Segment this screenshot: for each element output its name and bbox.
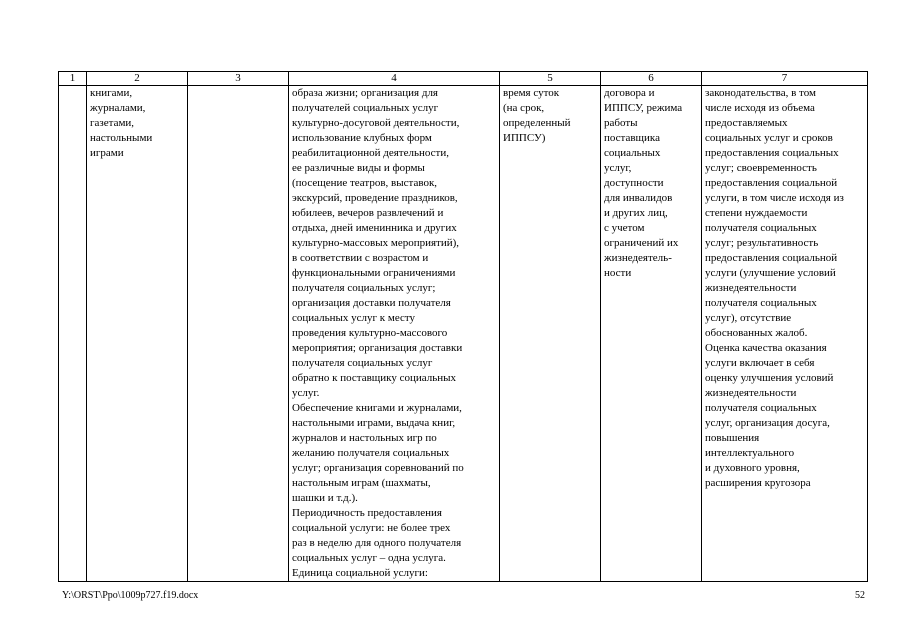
cell-service-time: время суток (на срок, определенный ИППСУ) xyxy=(500,86,601,582)
table-row xyxy=(59,86,868,582)
column-header-4: 4 xyxy=(289,72,500,86)
column-header-7: 7 xyxy=(702,72,868,86)
cell-service-name: книгами, журналами, газетами, настольными играми xyxy=(87,86,188,582)
footer-file-path: Y:\ORST\Ppo\1009p727.f19.docx xyxy=(62,590,199,601)
footer-page-number: 52 xyxy=(855,590,865,601)
header-row xyxy=(59,72,868,86)
cell-service-conditions: договора и ИППСУ, режима работы поставщика социальных услуг, доступности для инвалидов и других лиц, с учетом ограничений их жизнедеятель- ности xyxy=(601,86,702,582)
cell-number xyxy=(59,86,87,582)
column-header-6: 6 xyxy=(601,72,702,86)
column-header-2: 2 xyxy=(87,72,188,86)
cell-column-3 xyxy=(188,86,289,582)
column-header-3: 3 xyxy=(188,72,289,86)
column-header-5: 5 xyxy=(500,72,601,86)
column-header-1: 1 xyxy=(59,72,87,86)
services-table xyxy=(58,71,868,582)
cell-quality-indicators: законодательства, в том числе исходя из объема предоставляемых социальных услуг и сроков предоставления социальных услуг; своевременность предоставления социальной услуги, в том числе исходя из степени нуждаемости получателя социальных услуг; результативность предоставления социальной услуги (улучшение условий жизнедеятельности получателя социальных услуг), отсутствие обоснованных жалоб. Оценка качества оказания услуги включает в себя оценку улучшения условий жизнедеятельности получателя социальных услуг, организация досуга, повышения интеллектуального и духовного уровня, расширения кругозора xyxy=(702,86,868,582)
cell-service-description: образа жизни; организация для получателей социальных услуг культурно-досуговой деятельности, использование клубных форм реабилитационной деятельности, ее различные виды и формы (посещение театров, выставок, экскурсий, проведение праздников, юбилеев, вечеров развлечений и отдыха, дней именинника и других культурно-массовых мероприятий), в соответствии с возрастом и функциональными ограничениями получателя социальных услуг; организация доставки получателя социальных услуг к месту проведения культурно-массового мероприятия; организация доставки получателя социальных услуг обратно к поставщику социальных услуг. Обеспечение книгами и журналами, настольными играми, выдача книг, журналов и настольных игр по желанию получателя социальных услуг; организация соревнований по настольным играм (шахматы, шашки и т.д.). Периодичность предоставления социальной услуги: не более трех раз в неделю для одного получателя социальных услуг – одна услуга. Единица социальной услуги: xyxy=(289,86,500,582)
